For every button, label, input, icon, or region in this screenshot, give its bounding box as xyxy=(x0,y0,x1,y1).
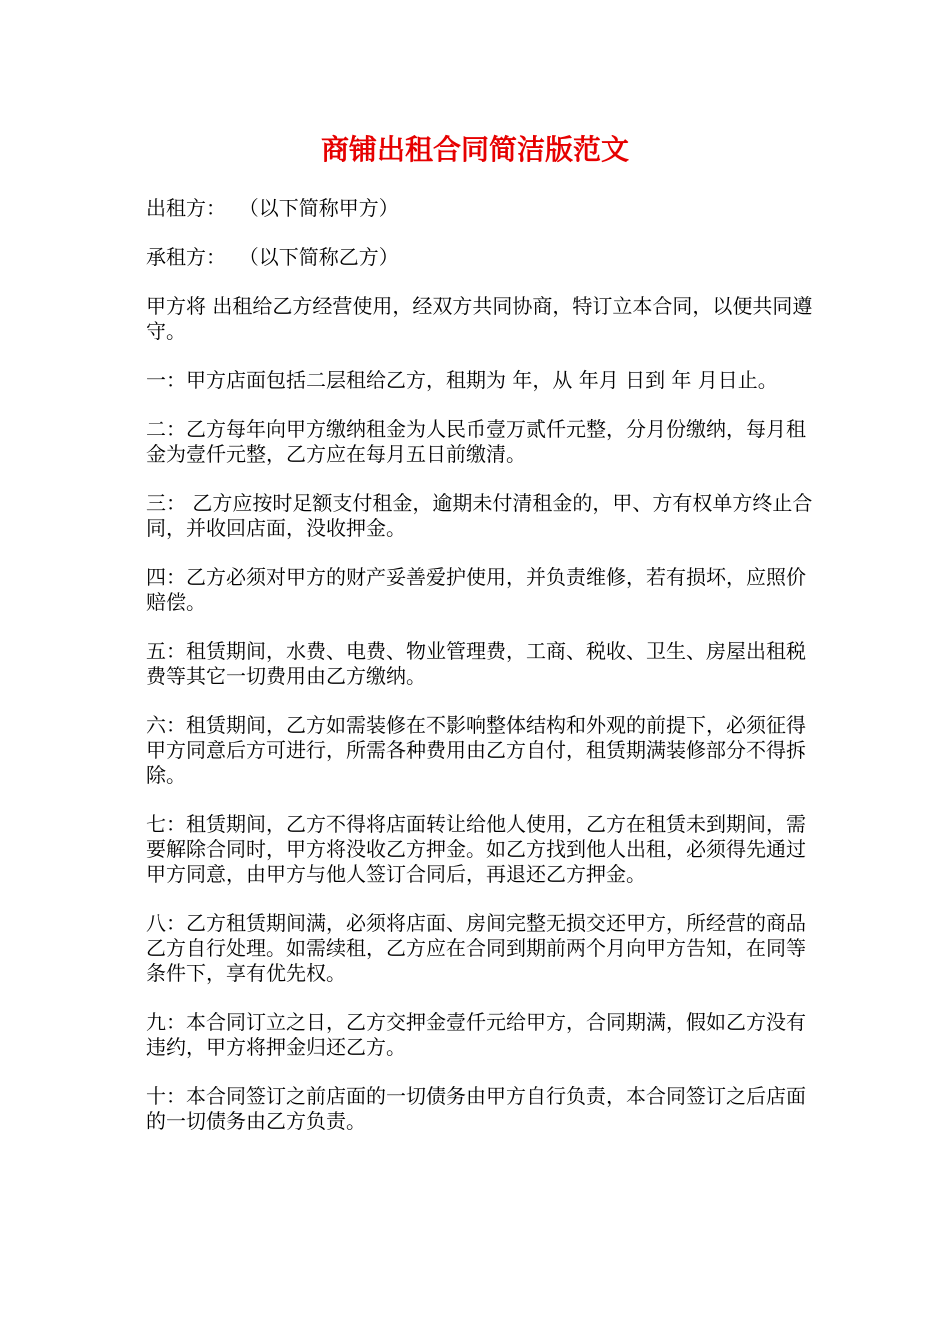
clause-2: 二：乙方每年向甲方缴纳租金为人民币壹万贰仟元整，分月份缴纳，每月租金为壹仟元整，乙方应在每月五日前缴清。 xyxy=(146,417,806,466)
clause-8: 八：乙方租赁期间满，必须将店面、房间完整无损交还甲方，所经营的商品乙方自行处理。如需续租，乙方应在合同到期前两个月向甲方告知，在同等条件下，享有优先权。 xyxy=(146,911,806,985)
clause-7: 七：租赁期间，乙方不得将店面转让给他人使用，乙方在租赁未到期间，需要解除合同时，甲方将没收乙方押金。如乙方找到他人出租，必须得先通过甲方同意，由甲方与他人签订合同后，再退还乙方押金。 xyxy=(146,812,806,886)
clause-9: 九：本合同订立之日，乙方交押金壹仟元给甲方，合同期满，假如乙方没有违约，甲方将押金归还乙方。 xyxy=(146,1010,806,1059)
document-title: 商铺出租合同简洁版范文 xyxy=(320,133,629,166)
clause-10: 十：本合同签订之前店面的一切债务由甲方自行负责，本合同签订之后店面的一切债务由乙方负责。 xyxy=(146,1084,806,1133)
clause-6: 六：租赁期间，乙方如需装修在不影响整体结构和外观的前提下，必须征得甲方同意后方可进行，所需各种费用由乙方自付，租赁期满装修部分不得拆除。 xyxy=(146,713,806,787)
clause-4: 四：乙方必须对甲方的财产妥善爱护使用，并负责维修，若有损坏，应照价赔偿。 xyxy=(146,565,806,614)
paragraph-lessee: 承租方： （以下简称乙方） xyxy=(146,245,399,269)
clause-5: 五：租赁期间，水费、电费、物业管理费，工商、税收、卫生、房屋出租税费等其它一切费用由乙方缴纳。 xyxy=(146,639,806,688)
paragraph-preamble: 甲方将 出租给乙方经营使用，经双方共同协商，特订立本合同，以便共同遵守。 xyxy=(146,294,813,343)
clause-3: 三： 乙方应按时足额支付租金，逾期未付清租金的，甲、方有权单方终止合同，并收回店面，没收押金。 xyxy=(146,491,813,540)
paragraph-lessor: 出租方： （以下简称甲方） xyxy=(146,196,399,220)
clause-1: 一：甲方店面包括二层租给乙方，租期为 年，从 年月 日到 年 月日止。 xyxy=(146,368,778,392)
document-body xyxy=(146,196,816,1158)
